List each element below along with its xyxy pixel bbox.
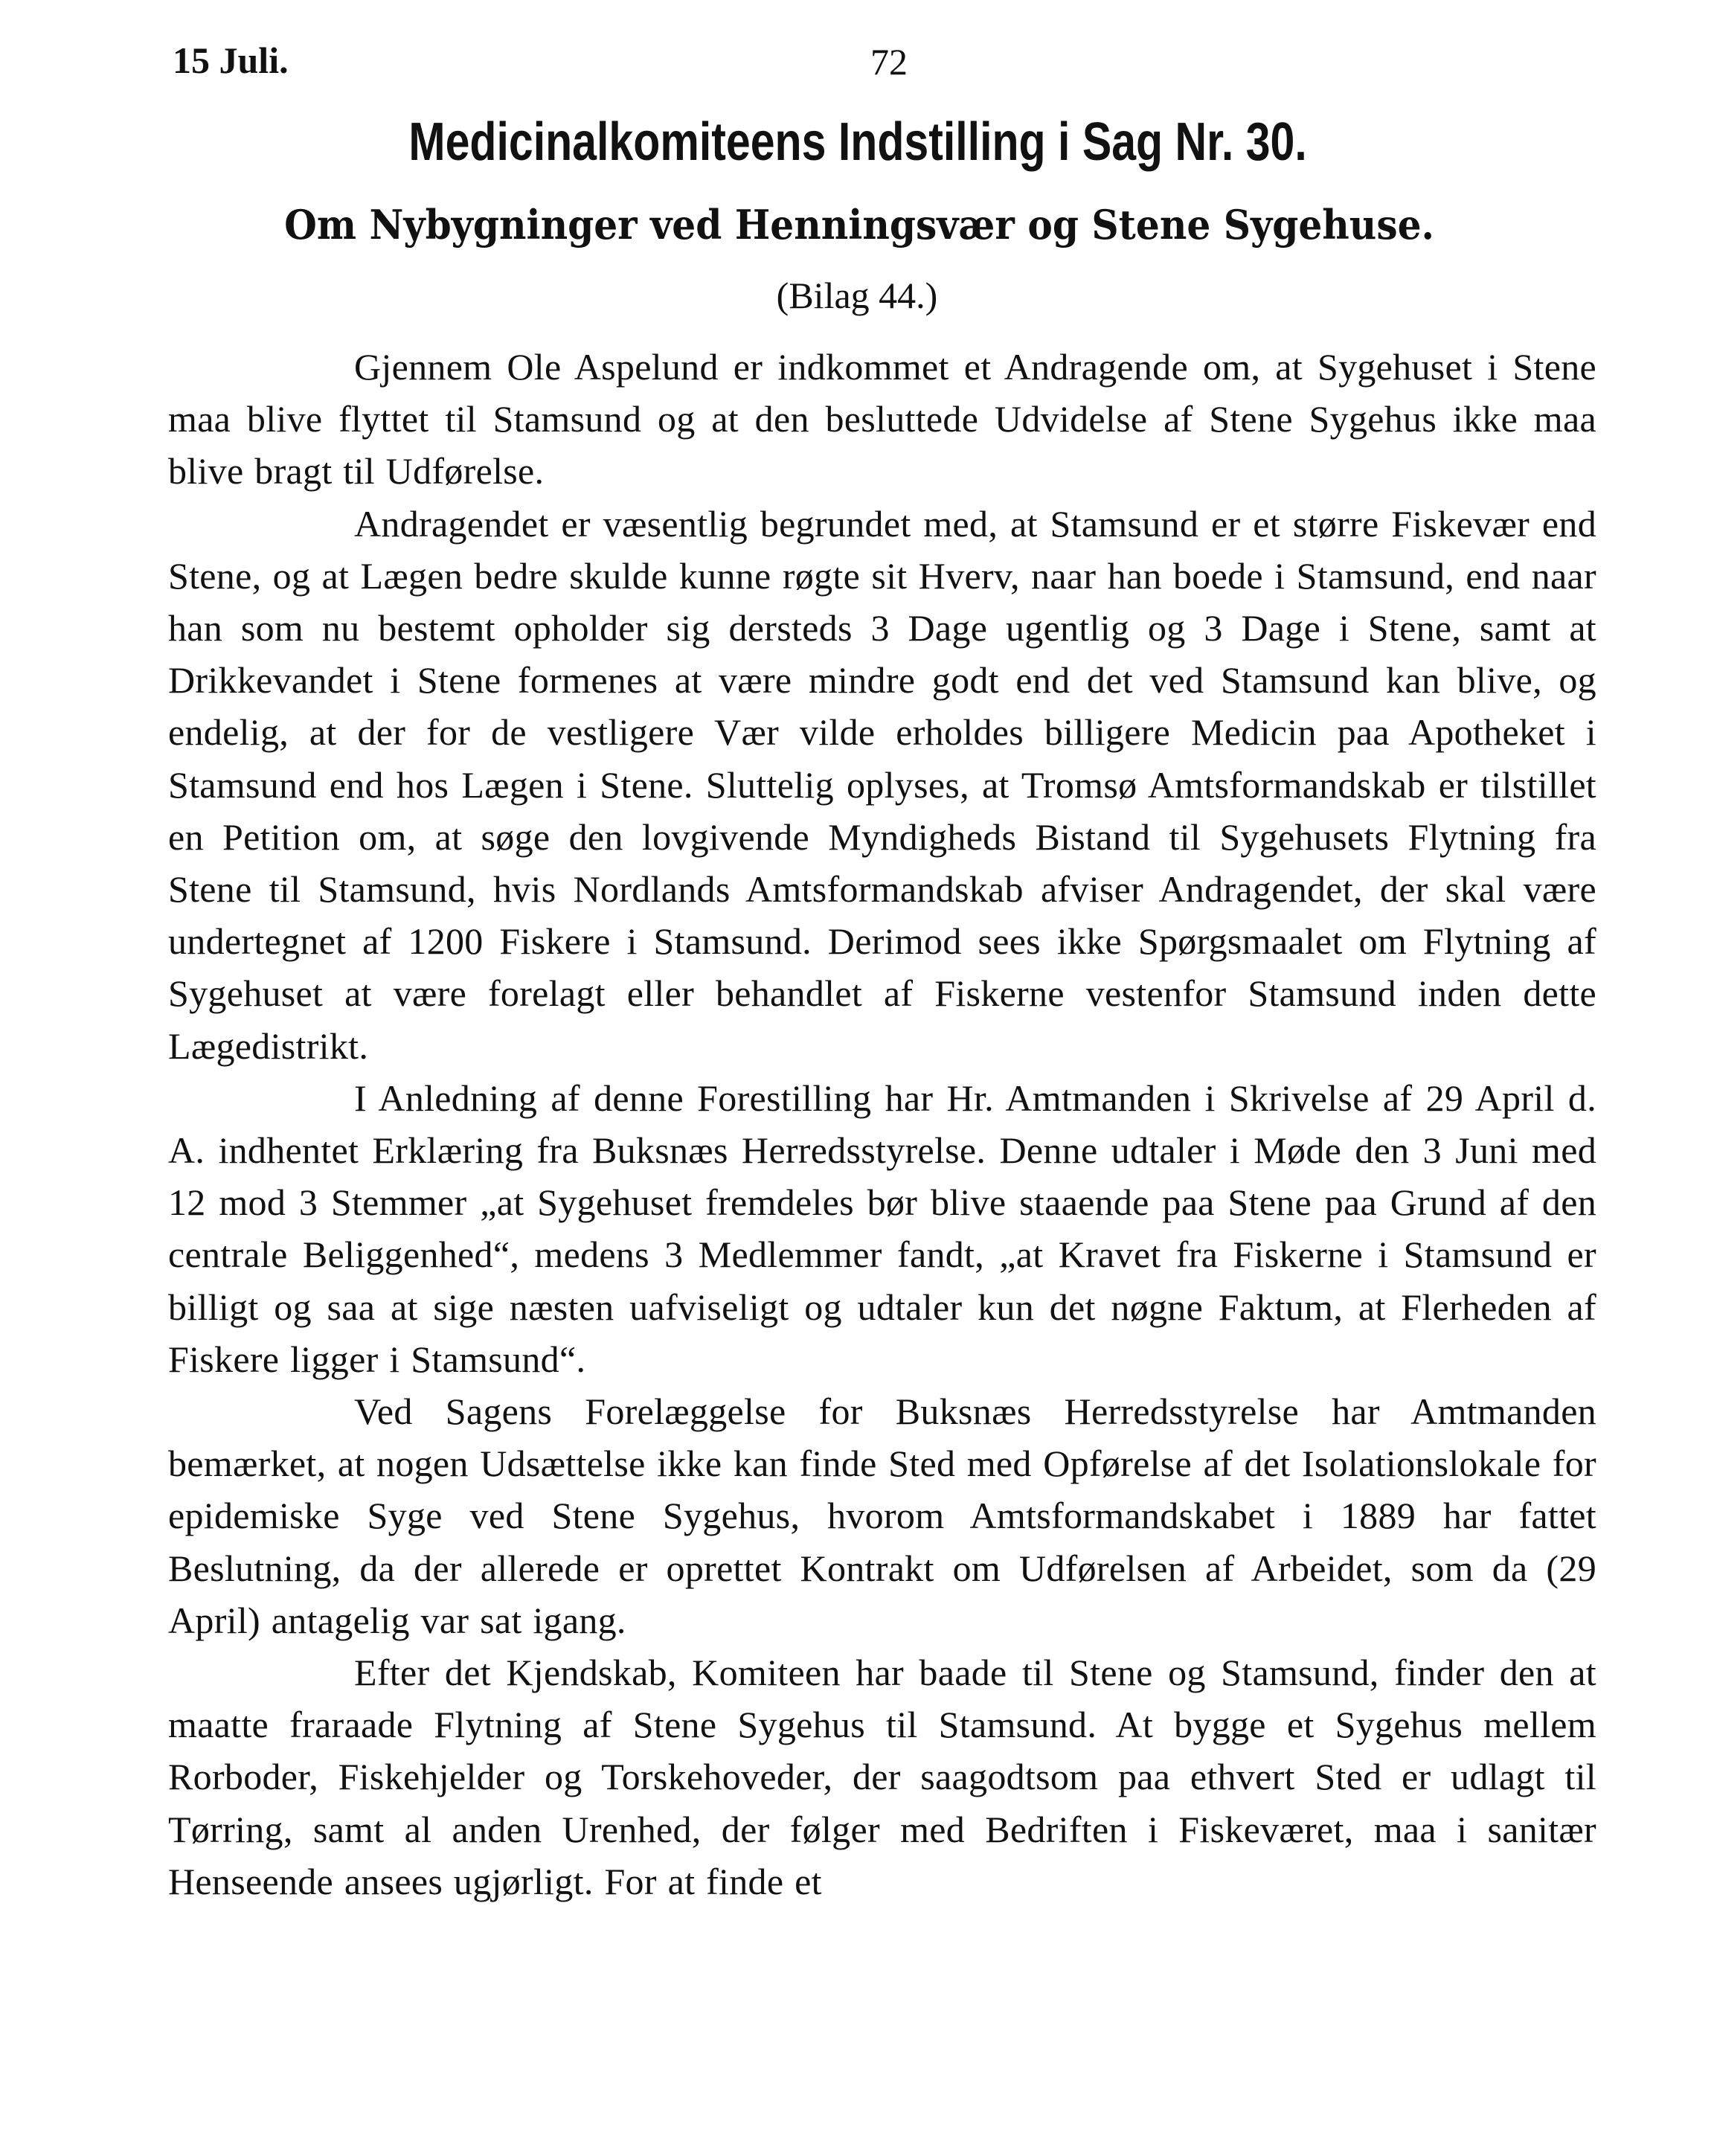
document-title: Medicinalkomiteens Indstilling i Sag Nr. 30. [408,112,1307,172]
body-text [168,341,1596,1908]
paragraph-4: Ved Sagens Forelæggelse for Buksnæs Herredsstyrelse har Amtmanden bemærket, at nogen Udsættelse ikke kan finde Sted med Opførelse af det Isolationslokale for epidemiske Syge ved Stene Sygehus, hvorom Amtsformandskabet i 1889 har fattet Beslutning, da der allerede er oprettet Kontrakt om Udførelsen af Arbeidet, som da (29 April) antagelig var sat igang. [168,1390,1596,1641]
paragraph-1: Gjennem Ole Aspelund er indkommet et Andragende om, at Sygehuset i Stene maa blive flyttet til Stamsund og at den besluttede Udvidelse af Stene Sygehus ikke maa blive bragt til Udførelse. [168,346,1596,493]
header-date: 15 Juli. [173,39,289,81]
document-subtitle: Om Nybygninger ved Henningsvær og Stene Sygehuse. [284,201,1435,248]
paragraph-5: Efter det Kjendskab, Komiteen har baade til Stene og Stamsund, finder den at maatte fraraade Flytning af Stene Sygehus til Stamsund. At bygge et Sygehus mellem Rorboder, Fiskehjelder og Torskehoveder, der saagodtsom paa ethvert Sted er udlagt til Tørring, samt al anden Urenhed, der følger med Bedriften i Fiskeværet, maa i sanitær Henseende ansees ugjørligt. For at finde et [168,1652,1596,1902]
page-number: 72 [870,41,908,83]
bilag-reference: (Bilag 44.) [776,275,938,316]
paragraph-3: I Anledning af denne Forestilling har Hr. Amtmanden i Skrivelse af 29 April d. A. indhentet Erklæring fra Buksnæs Herredsstyrelse. Denne udtaler i Møde den 3 Juni med 12 mod 3 Stemmer „at Sygehuset fremdeles bør blive staaende paa Stene paa Grund af den centrale Beliggenhed“, medens 3 Medlemmer fandt, „at Kravet fra Fiskerne i Stamsund er billigt og saa at sige næsten uafviseligt og udtaler kun det nøgne Faktum, at Flerheden af Fiskere ligger i Stamsund“. [168,1077,1596,1380]
paragraph-2: Andragendet er væsentlig begrundet med, at Stamsund er et større Fiskevær end Stene, og at Lægen bedre skulde kunne røgte sit Hverv, naar han boede i Stamsund, end naar han som nu bestemt opholder sig dersteds 3 Dage ugentlig og 3 Dage i Stene, samt at Drikkevandet i Stene formenes at være mindre godt end det ved Stamsund kan blive, og endelig, at der for de vestligere Vær vilde erholdes billigere Medicin paa Apotheket i Stamsund end hos Lægen i Stene. Sluttelig oplyses, at Tromsø Amtsformandskab er tilstillet en Petition om, at søge den lovgivende Myndigheds Bistand til Sygehusets Flytning fra Stene til Stamsund, hvis Nordlands Amtsformandskab afviser Andragendet, der skal være undertegnet af 1200 Fiskere i Stamsund. Derimod sees ikke Spørgsmaalet om Flytning af Sygehuset at være forelagt eller behandlet af Fiskerne vestenfor Stamsund inden dette Lægedistrikt. [168,502,1596,1067]
